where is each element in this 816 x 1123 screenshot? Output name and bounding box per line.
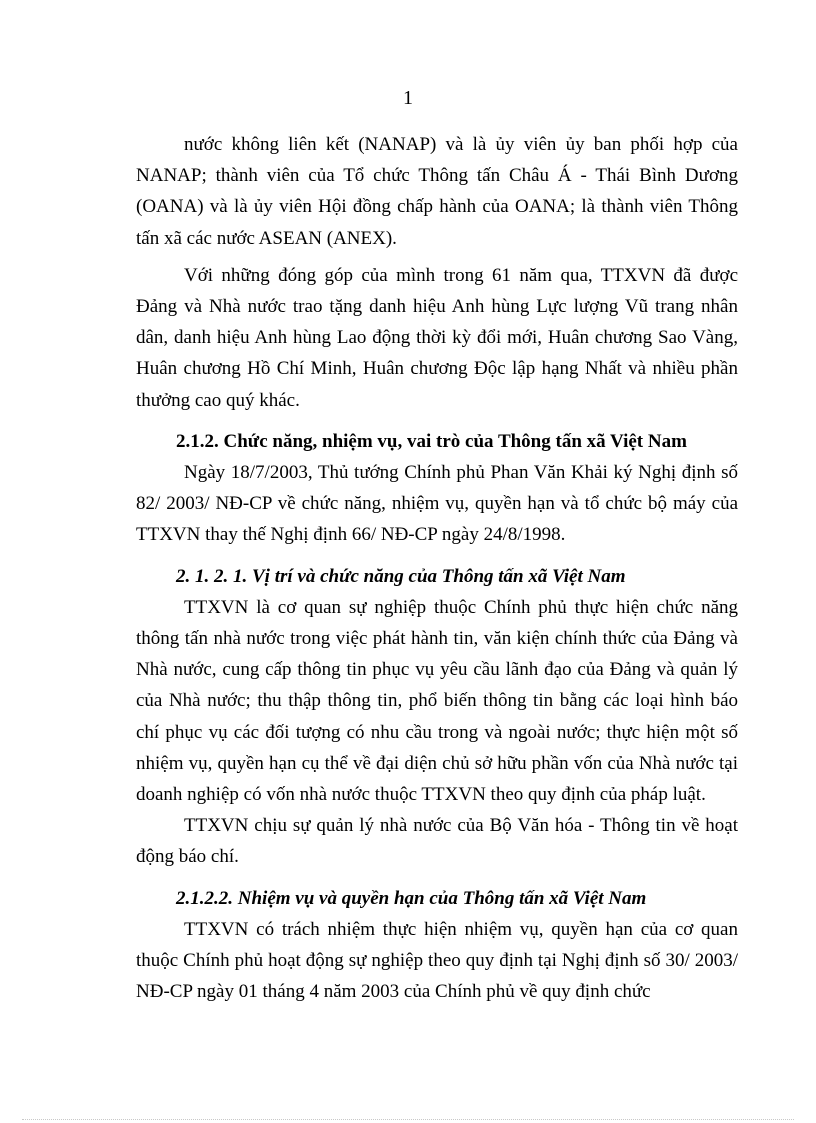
page-bottom-divider: [22, 1119, 794, 1120]
paragraph-duties: TTXVN có trách nhiệm thực hiện nhiệm vụ, quyền hạn của cơ quan thuộc Chính phủ hoạt động sự nghiệp theo quy định tại Nghị định số 30/ 2003/ NĐ-CP ngày 01 tháng 4 năm 2003 của Chính phủ về quy định chức: [136, 918, 738, 1003]
section-heading-functions: 2.1.2. Chức năng, nhiệm vụ, vai trò của Thông tấn xã Việt Nam: [176, 430, 687, 452]
page-number: 1: [403, 87, 413, 109]
paragraph-position-function: TTXVN là cơ quan sự nghiệp thuộc Chính phủ thực hiện chức năng thông tấn nhà nước trong việc phát hành tin, văn kiện chính thức của Đảng và Nhà nước, cung cấp thông tin phục vụ yêu cầu lãnh đạo của Đảng và quản lý của Nhà nước; thu thập thông tin, phổ biến thông tin bằng các loại hình báo chí phục vụ các đối tượng có nhu cầu trong và ngoài nước; thực hiện một số nhiệm vụ, quyền hạn cụ thể về đại diện chủ sở hữu phần vốn của Nhà nước tại doanh nghiệp có vốn nhà nước thuộc TTXVN theo quy định của pháp luật.: [136, 596, 738, 806]
paragraph-member-organizations: nước không liên kết (NANAP) và là ủy viên ủy ban phối hợp của NANAP; thành viên của Tổ chức Thông tấn Châu Á - Thái Bình Dương (OANA) và là ủy viên Hội đồng chấp hành của OANA; là thành viên Thông tấn xã các nước ASEAN (ANEX).: [136, 134, 738, 249]
subsection-heading-duties: 2.1.2.2. Nhiệm vụ và quyền hạn của Thông tấn xã Việt Nam: [176, 887, 647, 909]
document-body: [136, 129, 738, 1007]
paragraph-awards: Với những đóng góp của mình trong 61 năm qua, TTXVN đã được Đảng và Nhà nước trao tặng danh hiệu Anh hùng Lực lượng Vũ trang nhân dân, danh hiệu Anh hùng Lao động thời kỳ đổi mới, Huân chương Sao Vàng, Huân chương Hồ Chí Minh, Huân chương Độc lập hạng Nhất và nhiều phần thưởng cao quý khác.: [136, 264, 738, 411]
paragraph-state-management: TTXVN chịu sự quản lý nhà nước của Bộ Văn hóa - Thông tin về hoạt động báo chí.: [136, 815, 738, 868]
subsection-heading-position: 2. 1. 2. 1. Vị trí và chức năng của Thông tấn xã Việt Nam: [176, 565, 626, 587]
paragraph-decree: Ngày 18/7/2003, Thủ tướng Chính phủ Phan Văn Khải ký Nghị định số 82/ 2003/ NĐ-CP về chức năng, nhiệm vụ, quyền hạn và tổ chức bộ máy của TTXVN thay thế Nghị định 66/ NĐ-CP ngày 24/8/1998.: [136, 462, 738, 546]
